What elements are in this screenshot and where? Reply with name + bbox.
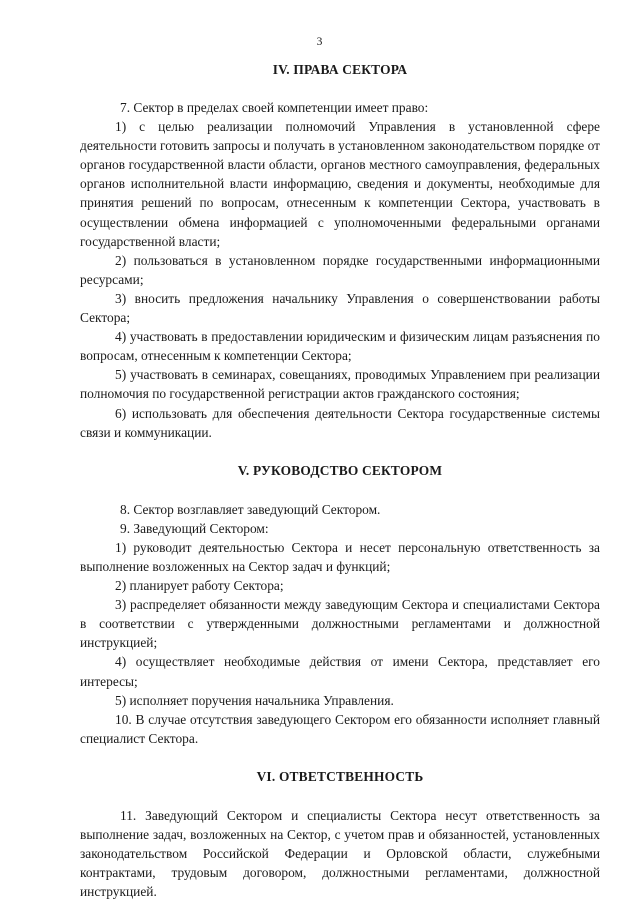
document-body (80, 60, 600, 901)
paragraph: 8. Сектор возглавляет заведующий Сектором. (120, 501, 381, 517)
paragraph: 4) участвовать в предоставлении юридическим и физическим лицам разъяснения по вопросам, отнесенным к компетенции Сектора; (80, 329, 600, 364)
section-heading-responsibility: VI. ОТВЕТСТВЕННОСТЬ (256, 768, 424, 784)
paragraph: 1) с целью реализации полномочий Управления в установленной сфере деятельности готовить запросы и получать в установленном законодательством порядке от органов государственной власти области, органов местного самоуправления, федеральных органов исполнительной власти информацию, сведения и документы, необходимые для принятия решений по вопросам, отнесенным к компетенции Сектора, участвовать в осуществлении обмена информацией с уполномоченными федеральными органами государственной власти; (80, 119, 600, 249)
paragraph: 1) руководит деятельностью Сектора и несет персональную ответственность за выполнение возложенных на Сектор задач и функций; (80, 539, 600, 574)
section-heading-rights: IV. ПРАВА СЕКТОРА (272, 62, 408, 77)
paragraph: 11. Заведующий Сектором и специалисты Сектора несут ответственность за выполнение задач, возложенных на Сектор, с учетом прав и обязанностей, установленных законодательством Российской Федерации и Орловской области, служебными контрактами, трудовым договором, должностными регламентами, должностной инструкцией. (80, 807, 600, 900)
paragraph: 10. В случае отсутствия заведующего Сектором его обязанности исполняет главный специалист Сектора. (80, 711, 600, 746)
paragraph: 6) использовать для обеспечения деятельности Сектора государственные системы связи и коммуникации. (80, 405, 600, 440)
paragraph: 9. Заведующий Сектором: (120, 520, 269, 536)
section-heading-management: V. РУКОВОДСТВО СЕКТОРОМ (237, 462, 443, 478)
paragraph: 3) распределяет обязанности между заведующим Сектора и специалистами Сектора в соответствии с утвержденными должностными регламентами и должностной инструкцией; (80, 597, 600, 651)
paragraph: 7. Сектор в пределах своей компетенции имеет право: (120, 100, 429, 115)
paragraph: 2) пользоваться в установленном порядке государственными информационными ресурсами; (80, 252, 600, 287)
page-number: 3 (316, 36, 323, 48)
paragraph: 4) осуществляет необходимые действия от имени Сектора, представляет его интересы; (80, 654, 600, 689)
paragraph: 5) участвовать в семинарах, совещаниях, проводимых Управлением при реализации полномочия по государственной регистрации актов гражданского состояния; (80, 367, 600, 402)
paragraph: 2) планирует работу Сектора; (115, 578, 284, 594)
paragraph: 5) исполняет поручения начальника Управления. (115, 692, 394, 708)
paragraph: 3) вносить предложения начальнику Управления о совершенствовании работы Сектора; (80, 290, 600, 326)
